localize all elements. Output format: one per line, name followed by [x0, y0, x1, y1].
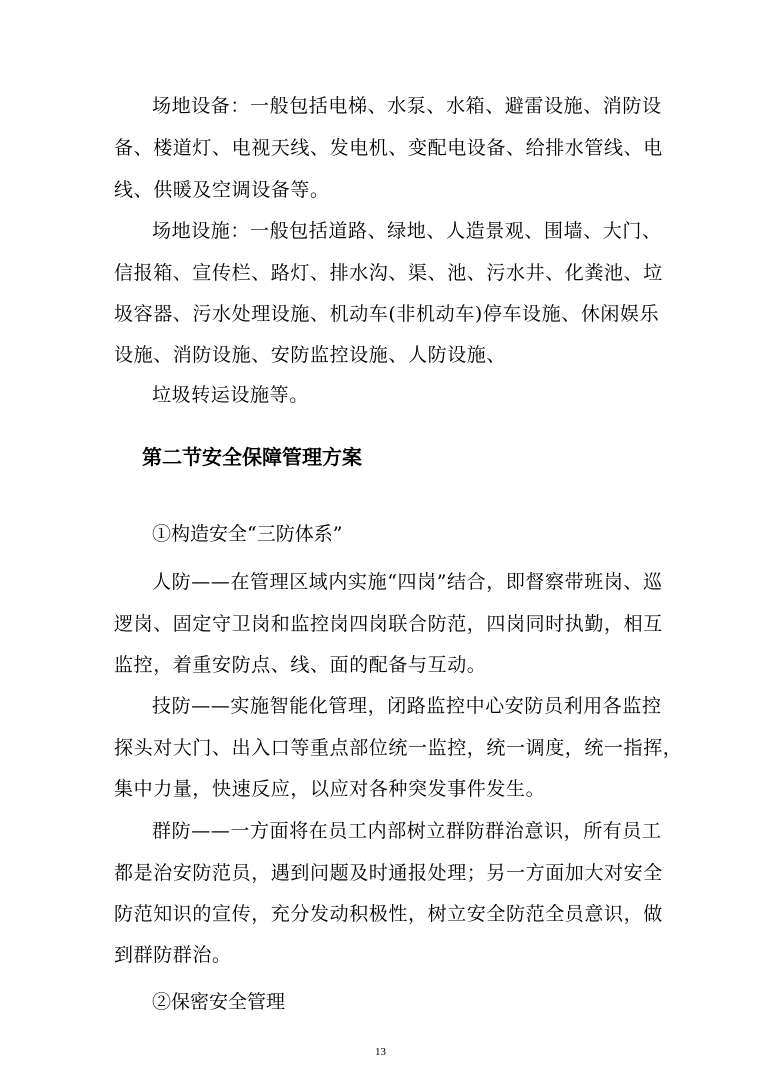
- subheading-three-defense: ①构造安全“三防体系”: [152, 523, 343, 545]
- paragraph-line: 场地设备：一般包括电梯、水泵、水箱、避雷设施、消防设: [152, 95, 662, 117]
- paragraph-line: 探头对大门、出入口等重点部位统一监控，统一调度，统一指挥，: [114, 737, 683, 759]
- paragraph-line: 到群防群治。: [114, 944, 232, 966]
- paragraph-line: 场地设施：一般包括道路、绿地、人造景观、围墙、大门、: [152, 220, 662, 242]
- paragraph-line: 线、供暖及空调设备等。: [114, 179, 330, 201]
- paragraph-line: 垃圾转运设施等。: [152, 384, 309, 406]
- paragraph-line: 人防——在管理区域内实施“四岗”结合，即督察带班岗、巡: [152, 571, 663, 593]
- paragraph-line: 圾容器、污水处理设施、机动车(非机动车)停车设施、休闲娱乐: [114, 303, 660, 325]
- paragraph-line: 监控，着重安防点、线、面的配备与互动。: [114, 654, 487, 676]
- subheading-confidentiality: ②保密安全管理: [152, 991, 286, 1013]
- paragraph-line: 防范知识的宣传，充分发动积极性，树立安全防范全员意识，做: [114, 903, 663, 925]
- paragraph-line: 群防——一方面将在员工内部树立群防群治意识，所有员工: [152, 820, 662, 842]
- paragraph-line: 备、楼道灯、电视天线、发电机、变配电设备、给排水管线、电: [114, 137, 663, 159]
- paragraph-line: 逻岗、固定守卫岗和监控岗四岗联合防范，四岗同时执勤，相互: [114, 613, 663, 635]
- section-heading: 第二节安全保障管理方案: [142, 445, 362, 469]
- paragraph-line: 技防——实施智能化管理，闭路监控中心安防员利用各监控: [152, 695, 662, 717]
- paragraph-line: 信报箱、宣传栏、路灯、排水沟、渠、池、污水井、化粪池、垃: [114, 262, 663, 284]
- paragraph-line: 集中力量，快速反应，以应对各种突发事件发生。: [114, 778, 546, 800]
- paragraph-line: 设施、消防设施、安防监控设施、人防设施、: [114, 344, 507, 366]
- page-number: 13: [375, 1046, 386, 1058]
- paragraph-line: 都是治安防范员，遇到问题及时通报处理；另一方面加大对安全: [114, 862, 663, 884]
